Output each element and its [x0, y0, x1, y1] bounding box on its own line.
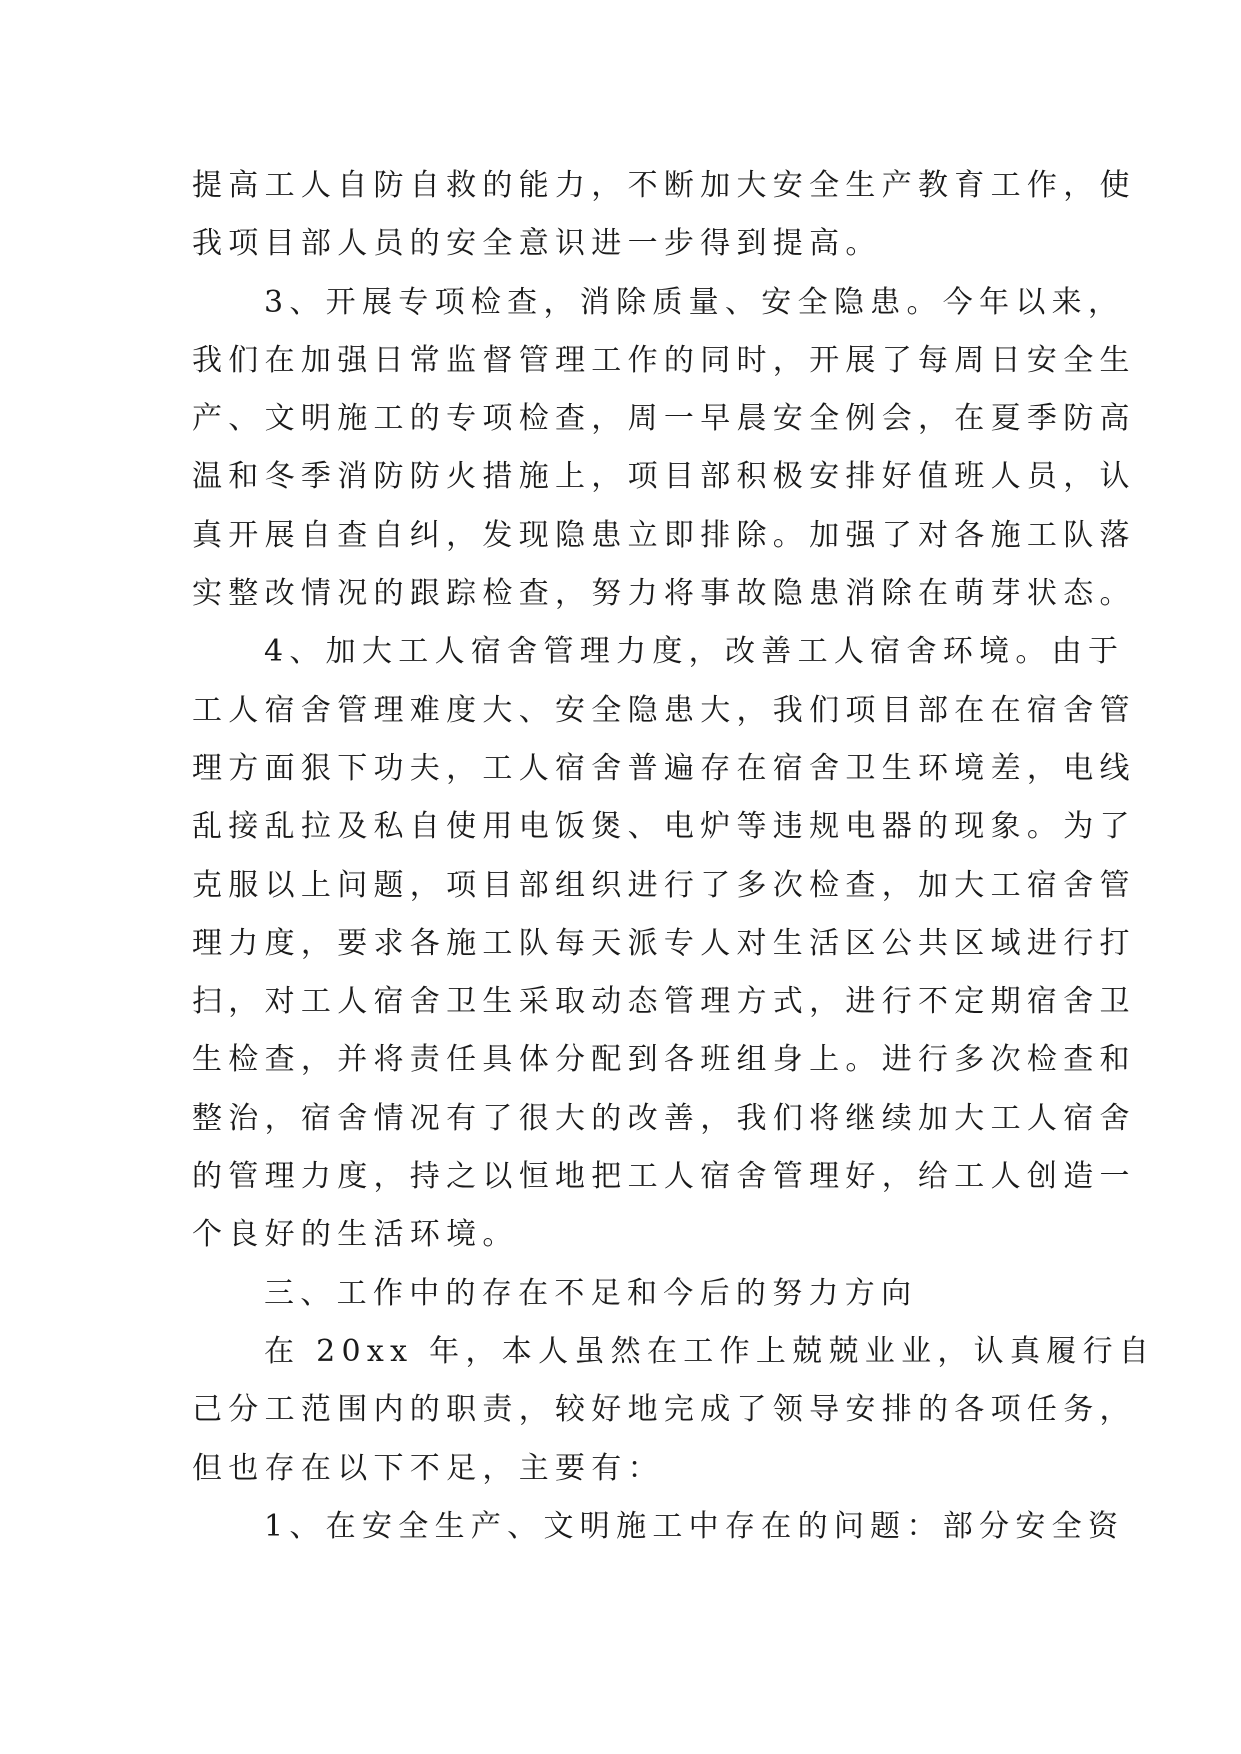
text-line: 1、在安全生产、文明施工中存在的问题：部分安全资	[264, 1508, 1125, 1544]
document-body	[192, 157, 1156, 1556]
text-line: 真开展自查自纠，发现隐患立即排除。加强了对各施工队落	[192, 517, 1136, 553]
text-line: 提高工人自防自救的能力，不断加大安全生产教育工作，使	[192, 168, 1136, 203]
text-line: 的管理力度，持之以恒地把工人宿舍管理好，给工人创造一	[192, 1159, 1136, 1195]
text-line: 工人宿舍管理难度大、安全隐患大，我们项目部在在宿舍管	[192, 692, 1136, 728]
text-line: 扫，对工人宿舍卫生采取动态管理方式，进行不定期宿舍卫	[192, 984, 1136, 1020]
text-line: 整治，宿舍情况有了很大的改善，我们将继续加大工人宿舍	[192, 1100, 1136, 1136]
text-line: 乱接乱拉及私自使用电饭煲、电炉等违规电器的现象。为了	[192, 809, 1136, 845]
text-line: 个良好的生活环境。	[192, 1217, 519, 1253]
text-line: 但也存在以下不足，主要有：	[192, 1450, 664, 1486]
text-line: 实整改情况的跟踪检查，努力将事故隐患消除在萌芽状态。	[192, 576, 1136, 612]
text-line: 3、开展专项检查，消除质量、安全隐患。今年以来，	[264, 284, 1125, 320]
text-line: 己分工范围内的职责，较好地完成了领导安排的各项任务，	[192, 1392, 1136, 1428]
text-line: 理力度，要求各施工队每天派专人对生活区公共区域进行打	[192, 925, 1136, 961]
text-line: 在 20xx 年，本人虽然在工作上兢兢业业，认真履行自	[264, 1333, 1156, 1369]
text-line: 我们在加强日常监督管理工作的同时，开展了每周日安全生	[192, 342, 1136, 378]
text-line: 克服以上问题，项目部组织进行了多次检查，加大工宿舍管	[192, 867, 1136, 903]
text-line: 4、加大工人宿舍管理力度，改善工人宿舍环境。由于	[264, 634, 1125, 670]
text-line: 我项目部人员的安全意识进一步得到提高。	[192, 226, 882, 262]
section-heading: 三、工作中的存在不足和今后的努力方向	[264, 1275, 918, 1311]
text-line: 生检查，并将责任具体分配到各班组身上。进行多次检查和	[192, 1042, 1136, 1078]
text-line: 温和冬季消防防火措施上，项目部积极安排好值班人员，认	[192, 459, 1136, 495]
text-line: 产、文明施工的专项检查，周一早晨安全例会，在夏季防高	[192, 401, 1136, 437]
text-line: 理方面狠下功夫，工人宿舍普遍存在宿舍卫生环境差，电线	[192, 750, 1136, 786]
